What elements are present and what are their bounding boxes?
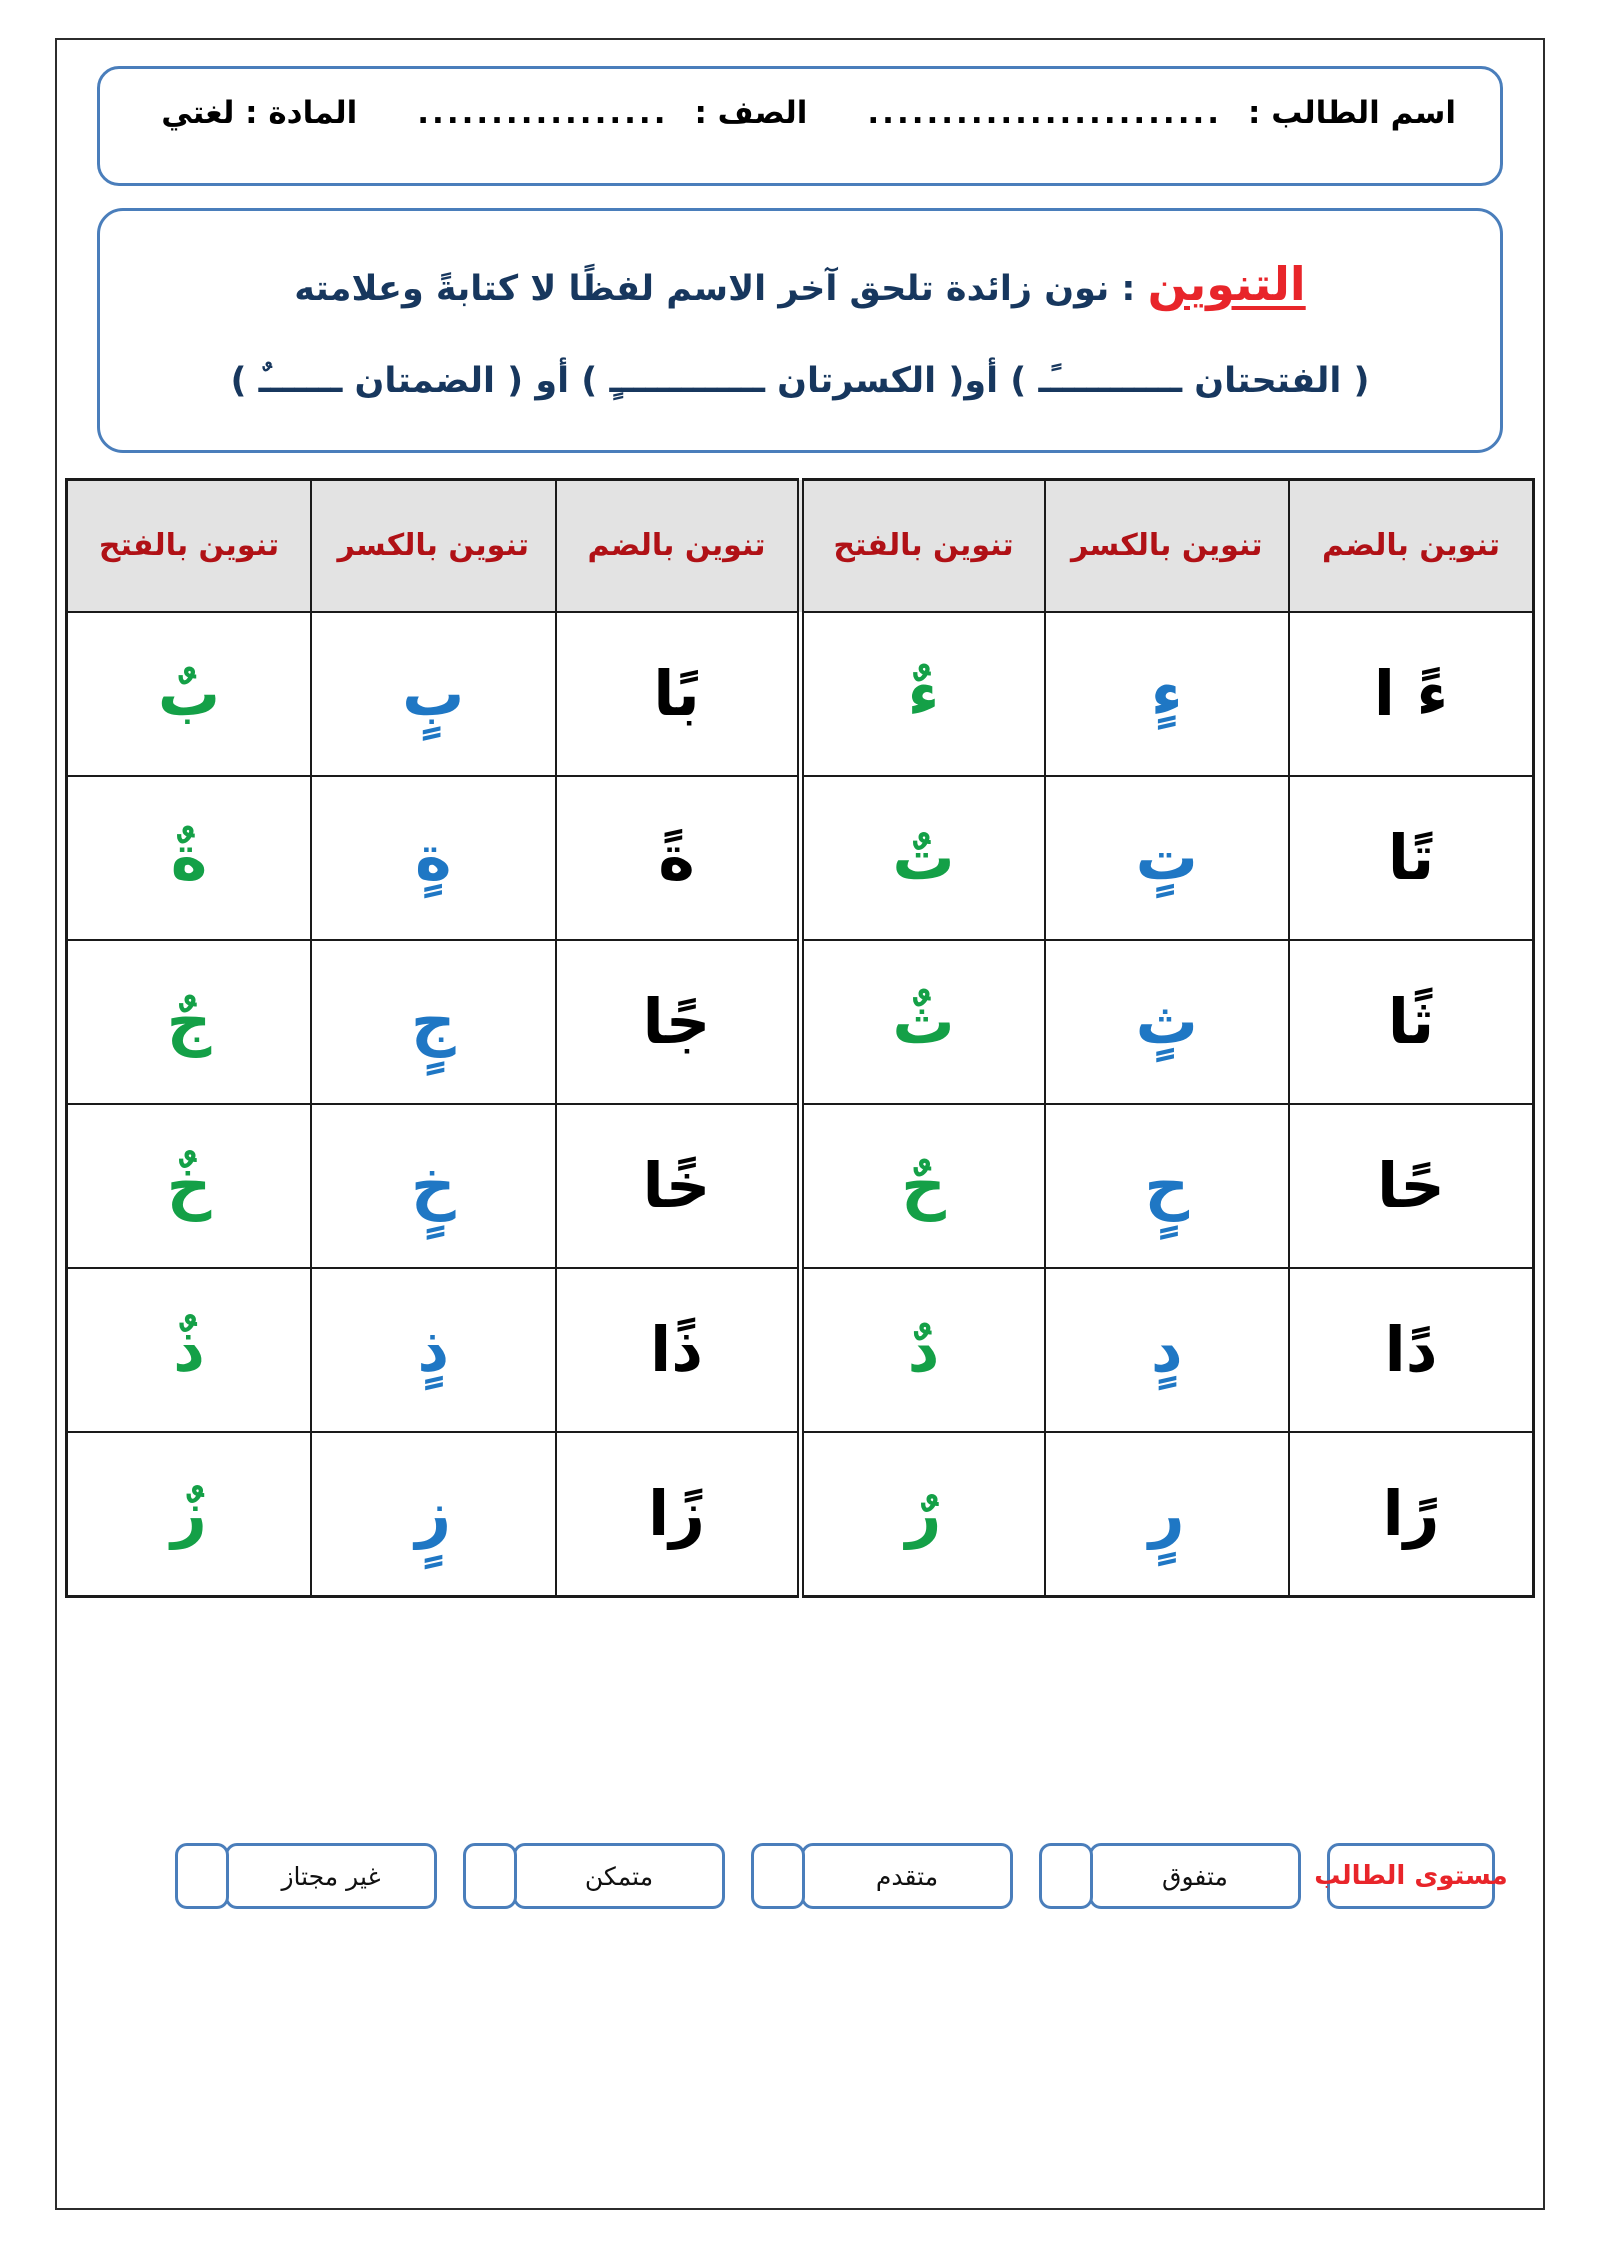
- definition-line-primary: [190, 257, 1410, 311]
- cell[interactable]: ةً: [556, 776, 801, 940]
- cell[interactable]: رٌ: [800, 1432, 1045, 1597]
- cell[interactable]: رًا: [1289, 1432, 1534, 1597]
- definition-body: : نون زائدة تلحق آخر الاسم لفظًا لا كتابةً وعلامته: [294, 269, 1148, 309]
- column-header-2: تنوين بالفتح: [800, 480, 1045, 613]
- level-checkbox[interactable]: [175, 1843, 229, 1909]
- level-option-motaqaddim[interactable]: [751, 1843, 1013, 1909]
- table-row: [67, 1268, 1534, 1432]
- cell[interactable]: دًا: [1289, 1268, 1534, 1432]
- level-label: متفوق: [1089, 1843, 1301, 1909]
- cell[interactable]: بٌ: [67, 612, 312, 776]
- cell[interactable]: جٌ: [67, 940, 312, 1104]
- table-row: [67, 1432, 1534, 1597]
- level-checkbox[interactable]: [751, 1843, 805, 1909]
- definition-title: التنوين: [1147, 257, 1306, 311]
- level-option-ghayr-mujtaz[interactable]: [175, 1843, 437, 1909]
- cell[interactable]: ثٍ: [1045, 940, 1290, 1104]
- table-row: [67, 940, 1534, 1104]
- class-label: الصف :: [694, 95, 808, 131]
- table-row: [67, 776, 1534, 940]
- identification-row: [100, 95, 1500, 131]
- cell[interactable]: ءٌ: [800, 612, 1045, 776]
- cell[interactable]: دٍ: [1045, 1268, 1290, 1432]
- level-option-motafawiq[interactable]: [1039, 1843, 1301, 1909]
- cell[interactable]: حٍ: [1045, 1104, 1290, 1268]
- level-label: متمكن: [513, 1843, 725, 1909]
- cell[interactable]: ثًا: [1289, 940, 1534, 1104]
- cell[interactable]: حًا: [1289, 1104, 1534, 1268]
- student-name-blank[interactable]: ........................: [867, 95, 1223, 131]
- column-header-4: تنوين بالكسر: [311, 480, 556, 613]
- student-level-title: مستوى الطالب: [1327, 1843, 1495, 1909]
- cell[interactable]: ذٌ: [67, 1268, 312, 1432]
- cell[interactable]: ثٌ: [800, 940, 1045, 1104]
- cell[interactable]: جًا: [556, 940, 801, 1104]
- cell[interactable]: تٍ: [1045, 776, 1290, 940]
- class-blank[interactable]: .................: [417, 95, 669, 131]
- level-checkbox[interactable]: [1039, 1843, 1093, 1909]
- level-option-motamakkin[interactable]: [463, 1843, 725, 1909]
- tanween-signs-line: ( الفتحتان ـــــــــــًـ ) أو( الكسرتان ـــــــــــــٍ ) أو ( الضمتان ـــــــٌ ): [230, 361, 1370, 401]
- tanween-practice-table: [65, 478, 1535, 1598]
- cell[interactable]: جٍ: [311, 940, 556, 1104]
- cell[interactable]: دٌ: [800, 1268, 1045, 1432]
- cell[interactable]: تًا: [1289, 776, 1534, 940]
- cell[interactable]: ةٍ: [311, 776, 556, 940]
- cell[interactable]: زٍ: [311, 1432, 556, 1597]
- cell[interactable]: ذًا: [556, 1268, 801, 1432]
- column-header-3: تنوين بالضم: [556, 480, 801, 613]
- worksheet-page: [55, 38, 1545, 2210]
- table-header-row: [67, 480, 1534, 613]
- column-header-0: تنوين بالضم: [1289, 480, 1534, 613]
- cell[interactable]: زًا: [556, 1432, 801, 1597]
- student-level-strip: [115, 1833, 1508, 1919]
- cell[interactable]: رٍ: [1045, 1432, 1290, 1597]
- level-label: متقدم: [801, 1843, 1013, 1909]
- cell[interactable]: تٌ: [800, 776, 1045, 940]
- cell[interactable]: ءً ا: [1289, 612, 1534, 776]
- tanween-table-wrapper: [65, 478, 1535, 1598]
- cell[interactable]: خٍ: [311, 1104, 556, 1268]
- cell[interactable]: ةٌ: [67, 776, 312, 940]
- subject-label: المادة : لغتي: [161, 95, 358, 131]
- cell[interactable]: خًا: [556, 1104, 801, 1268]
- column-header-5: تنوين بالفتح: [67, 480, 312, 613]
- definition-box: [97, 208, 1503, 453]
- student-identification-box: [97, 66, 1503, 186]
- cell[interactable]: زٌ: [67, 1432, 312, 1597]
- level-checkbox[interactable]: [463, 1843, 517, 1909]
- level-label: غير مجتاز: [225, 1843, 437, 1909]
- cell[interactable]: ءٍ: [1045, 612, 1290, 776]
- cell[interactable]: بٍ: [311, 612, 556, 776]
- cell[interactable]: بًا: [556, 612, 801, 776]
- column-header-1: تنوين بالكسر: [1045, 480, 1290, 613]
- table-row: [67, 612, 1534, 776]
- table-row: [67, 1104, 1534, 1268]
- table-body: [67, 612, 1534, 1597]
- cell[interactable]: خٌ: [67, 1104, 312, 1268]
- cell[interactable]: حٌ: [800, 1104, 1045, 1268]
- student-name-label: اسم الطالب :: [1248, 95, 1456, 131]
- cell[interactable]: ذٍ: [311, 1268, 556, 1432]
